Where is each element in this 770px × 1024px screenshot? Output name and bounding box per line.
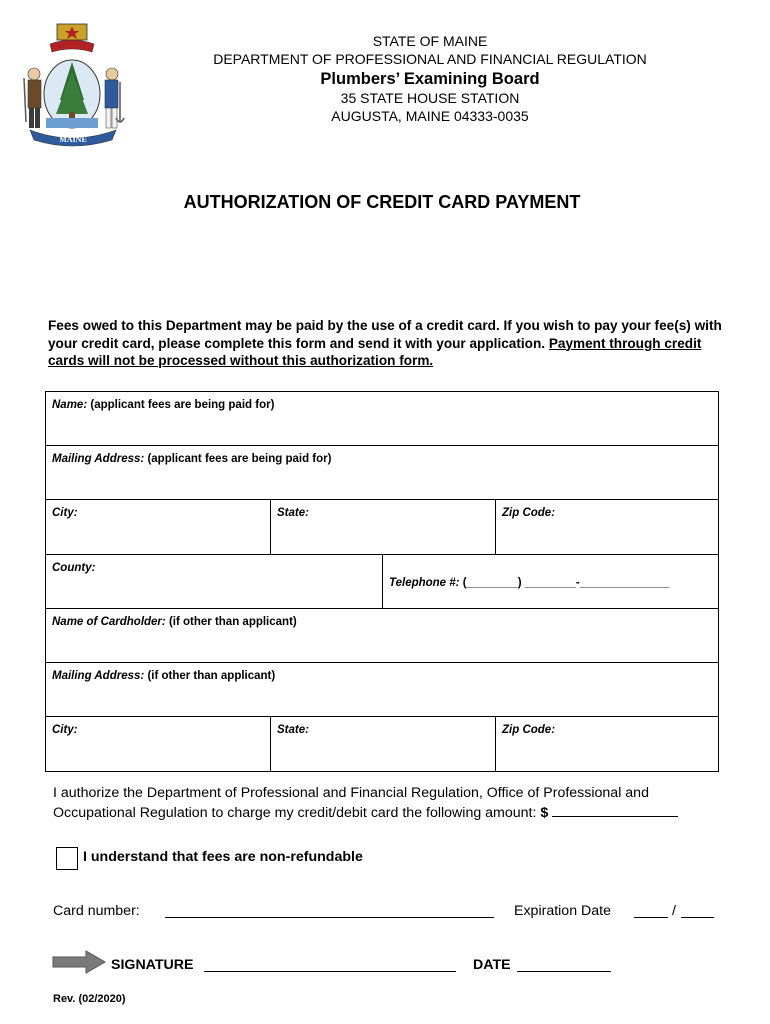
city-field[interactable] [46,500,270,554]
telephone-field[interactable] [382,555,718,608]
cardholder-zip-code-label: Zip Code: [502,724,556,736]
cardholder-mailing-address-field[interactable] [46,663,718,716]
authorization-statement [53,784,733,823]
signature-field[interactable] [204,971,456,972]
county-label: County: [52,562,96,574]
cardholder-mailing-address-note: (if other than applicant) [147,670,276,682]
amount-field[interactable] [552,803,678,817]
cardholder-mailing-address-label: Mailing Address: [52,670,145,682]
name-note: (applicant fees are being paid for) [90,399,275,411]
cardholder-state-field[interactable] [270,717,495,771]
cardholder-state-label: State: [277,724,309,736]
cardholder-zip-code-field[interactable] [495,717,718,771]
mailing-address-label: Mailing Address: [52,453,145,465]
intro-underlined-text: Payment through credit cards will not be processed without this authorization form. [48,335,702,368]
name-label: Name: [52,399,88,411]
header-department: DEPARTMENT OF PROFESSIONAL AND FINANCIAL REGULATION [213,51,647,67]
row-cardholder-name [45,609,719,663]
telephone-blank: (________) ________-______________ [462,577,670,589]
header-address-1: 35 STATE HOUSE STATION [340,90,520,106]
letterhead [190,33,670,133]
intro-text: Fees owed to this Department may be paid by the use of a credit card. If you wish to pay your fee(s) with your credit card, please complete this form and send it with your application. [48,318,722,351]
cardholder-name-label: Name of Cardholder: [52,616,166,628]
non-refundable-checkbox[interactable] [56,847,78,870]
arrow-right-icon [52,950,106,974]
zip-code-field[interactable] [495,500,718,554]
intro-paragraph [48,317,728,370]
cardholder-city-field[interactable] [46,717,270,771]
document-title: AUTHORIZATION OF CREDIT CARD PAYMENT [183,192,581,212]
header-state: STATE OF MAINE [372,33,488,49]
header-board-name: Plumbers’ Examining Board [320,70,540,88]
card-number-label: Card number: [53,903,140,919]
telephone-label: Telephone #: [389,577,460,589]
mailing-address-note: (applicant fees are being paid for) [147,453,332,465]
row-city-state-zip [45,500,719,555]
seal-ribbon-text: MAINE [59,135,87,144]
date-label: DATE [473,957,511,973]
signature-label: SIGNATURE [111,957,194,973]
cardholder-city-label: City: [52,724,78,736]
expiration-date-label: Expiration Date [514,903,611,919]
card-number-field[interactable] [165,917,494,918]
header-address-2: AUGUSTA, MAINE 04333-0035 [331,108,529,124]
state-label: State: [277,507,309,519]
expiration-month-field[interactable] [634,917,668,918]
expiration-slash: / [672,903,676,919]
zip-code-label: Zip Code: [502,507,556,519]
maine-state-seal-icon [20,22,126,150]
row-county-telephone [45,555,719,609]
authorization-text: I authorize the Department of Professional and Financial Regulation, Office of Professional and Occupational Regulation to charge my credit/debit card the following amount: [53,785,649,821]
mailing-address-field[interactable] [46,446,718,499]
city-label: City: [52,507,78,519]
applicant-form-table [45,391,719,772]
amount-symbol: $ [540,805,549,821]
revision-note: Rev. (02/2020) [53,993,126,1005]
county-field[interactable] [46,555,382,608]
cardholder-name-note: (if other than applicant) [168,616,297,628]
cardholder-name-field[interactable] [46,609,718,662]
row-cardholder-mailing-address [45,663,719,717]
row-mailing-address [45,446,719,500]
state-field[interactable] [270,500,495,554]
row-cardholder-city-state-zip [45,717,719,772]
date-field[interactable] [517,971,611,972]
name-field[interactable] [46,392,718,445]
non-refundable-label: I understand that fees are non-refundable [83,849,363,865]
expiration-year-field[interactable] [681,917,714,918]
telephone [389,576,669,590]
row-name [45,391,719,446]
